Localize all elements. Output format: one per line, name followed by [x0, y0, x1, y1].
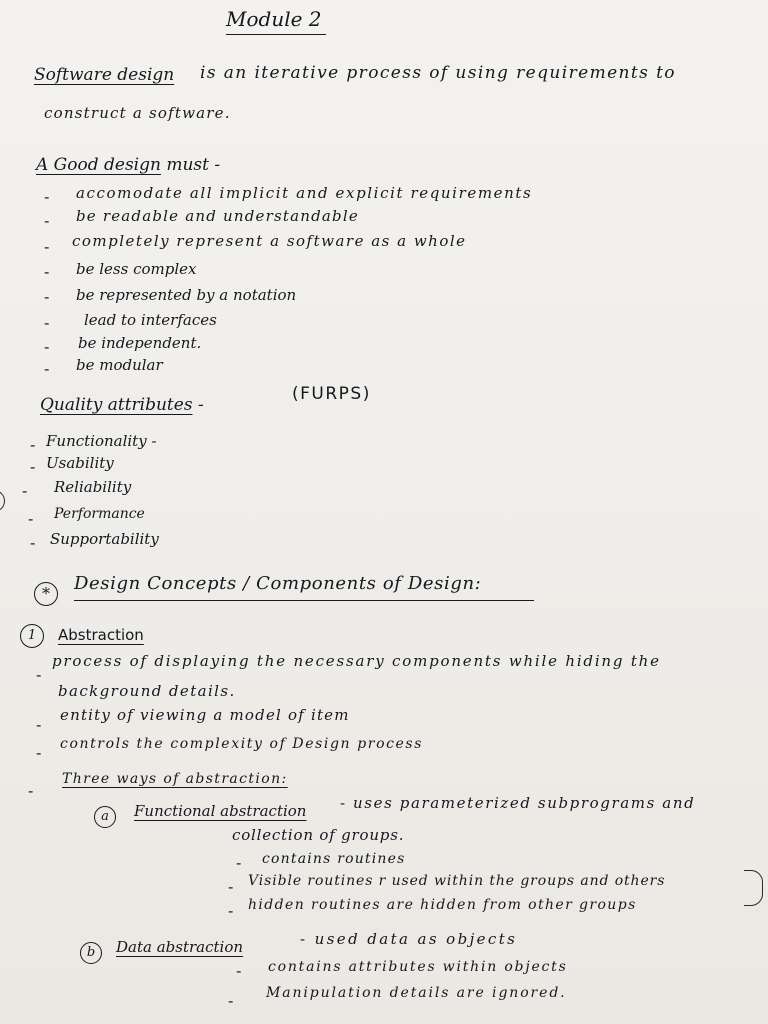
bullet-dash: -	[236, 854, 242, 872]
abstraction-point: background details.	[58, 682, 236, 700]
bullet-dash: -	[44, 188, 50, 206]
intro-line2: construct a software.	[44, 104, 231, 122]
intro-line1: is an iterative process of using requirements to	[200, 63, 676, 83]
good-design-item: be less complex	[76, 260, 197, 278]
data-item: contains attributes within objects	[268, 959, 568, 975]
bullet-dash: -	[44, 263, 50, 281]
bullet-dash: -	[44, 238, 50, 256]
functional-item: Visible routines r used within the groups and others	[248, 873, 666, 889]
quality-heading	[40, 396, 204, 414]
good-design-item: be represented by a notation	[76, 286, 297, 304]
bullet-dash: -	[236, 962, 242, 980]
abstraction-point: process of displaying the necessary components while hiding the	[52, 652, 661, 670]
functional-abstraction-desc: collection of groups.	[232, 826, 405, 844]
functional-abstraction-desc: - uses parameterized subprograms and	[340, 794, 696, 812]
functional-item: contains routines	[262, 851, 406, 867]
quality-label: Quality attributes	[40, 395, 193, 415]
bullet-dash: -	[30, 534, 36, 552]
bullet-dash: -	[228, 902, 234, 920]
good-design-item: be readable and understandable	[76, 207, 359, 225]
data-abstraction-heading: Data abstraction	[116, 938, 244, 956]
good-design-suffix: must -	[166, 155, 221, 175]
bullet-dash: -	[22, 482, 28, 500]
letter-circle-marker: a	[94, 806, 116, 828]
asterisk-circle-marker: *	[34, 582, 58, 606]
functional-abstraction-heading: Functional abstraction	[134, 802, 307, 820]
abstraction-point: entity of viewing a model of item	[60, 706, 350, 724]
bullet-dash: -	[30, 436, 36, 454]
bullet-dash: -	[36, 744, 42, 762]
data-item: Manipulation details are ignored.	[266, 985, 567, 1001]
notebook-edge-mark	[0, 490, 5, 512]
good-design-heading	[36, 156, 220, 174]
design-concepts-underline	[74, 600, 534, 601]
number-circle-marker: 1	[20, 624, 44, 648]
functional-item: hidden routines are hidden from other groups	[248, 897, 637, 913]
bullet-dash: -	[36, 716, 42, 734]
good-design-item: be modular	[76, 356, 163, 374]
abstraction-heading: Abstraction	[58, 626, 144, 644]
furps-acronym: (FURPS)	[292, 384, 371, 404]
good-design-item: accomodate all implicit and explicit requirements	[76, 184, 533, 202]
quality-item: Functionality -	[46, 432, 157, 450]
bullet-dash: -	[36, 666, 42, 684]
intro-term: Software design	[34, 65, 175, 85]
quality-suffix: -	[197, 395, 204, 415]
bullet-dash: -	[28, 510, 34, 528]
bullet-dash: -	[44, 212, 50, 230]
bullet-dash: -	[44, 314, 50, 332]
good-design-item: completely represent a software as a whole	[72, 232, 467, 250]
bullet-dash: -	[228, 992, 234, 1010]
bullet-dash: -	[44, 360, 50, 378]
design-concepts-heading: Design Concepts / Components of Design:	[74, 573, 482, 594]
bullet-dash: -	[228, 878, 234, 896]
abstraction-point: controls the complexity of Design process	[60, 736, 423, 752]
page-title: Module 2	[226, 7, 322, 31]
good-design-label: A Good design	[36, 155, 161, 175]
notebook-edge-mark	[744, 870, 763, 906]
quality-item: Reliability	[54, 478, 132, 496]
quality-item: Usability	[46, 454, 114, 472]
good-design-item: be independent.	[78, 334, 202, 352]
bullet-dash: -	[44, 338, 50, 356]
title-underline	[226, 34, 326, 35]
bullet-dash: -	[28, 782, 34, 800]
quality-item: Supportability	[50, 530, 159, 548]
good-design-item: lead to interfaces	[84, 311, 217, 329]
bullet-dash: -	[30, 458, 36, 476]
bullet-dash: -	[44, 288, 50, 306]
letter-circle-marker: b	[80, 942, 102, 964]
quality-item: Performance	[54, 506, 145, 522]
abstraction-point: Three ways of abstraction:	[62, 771, 288, 787]
data-abstraction-desc: - used data as objects	[300, 930, 518, 948]
